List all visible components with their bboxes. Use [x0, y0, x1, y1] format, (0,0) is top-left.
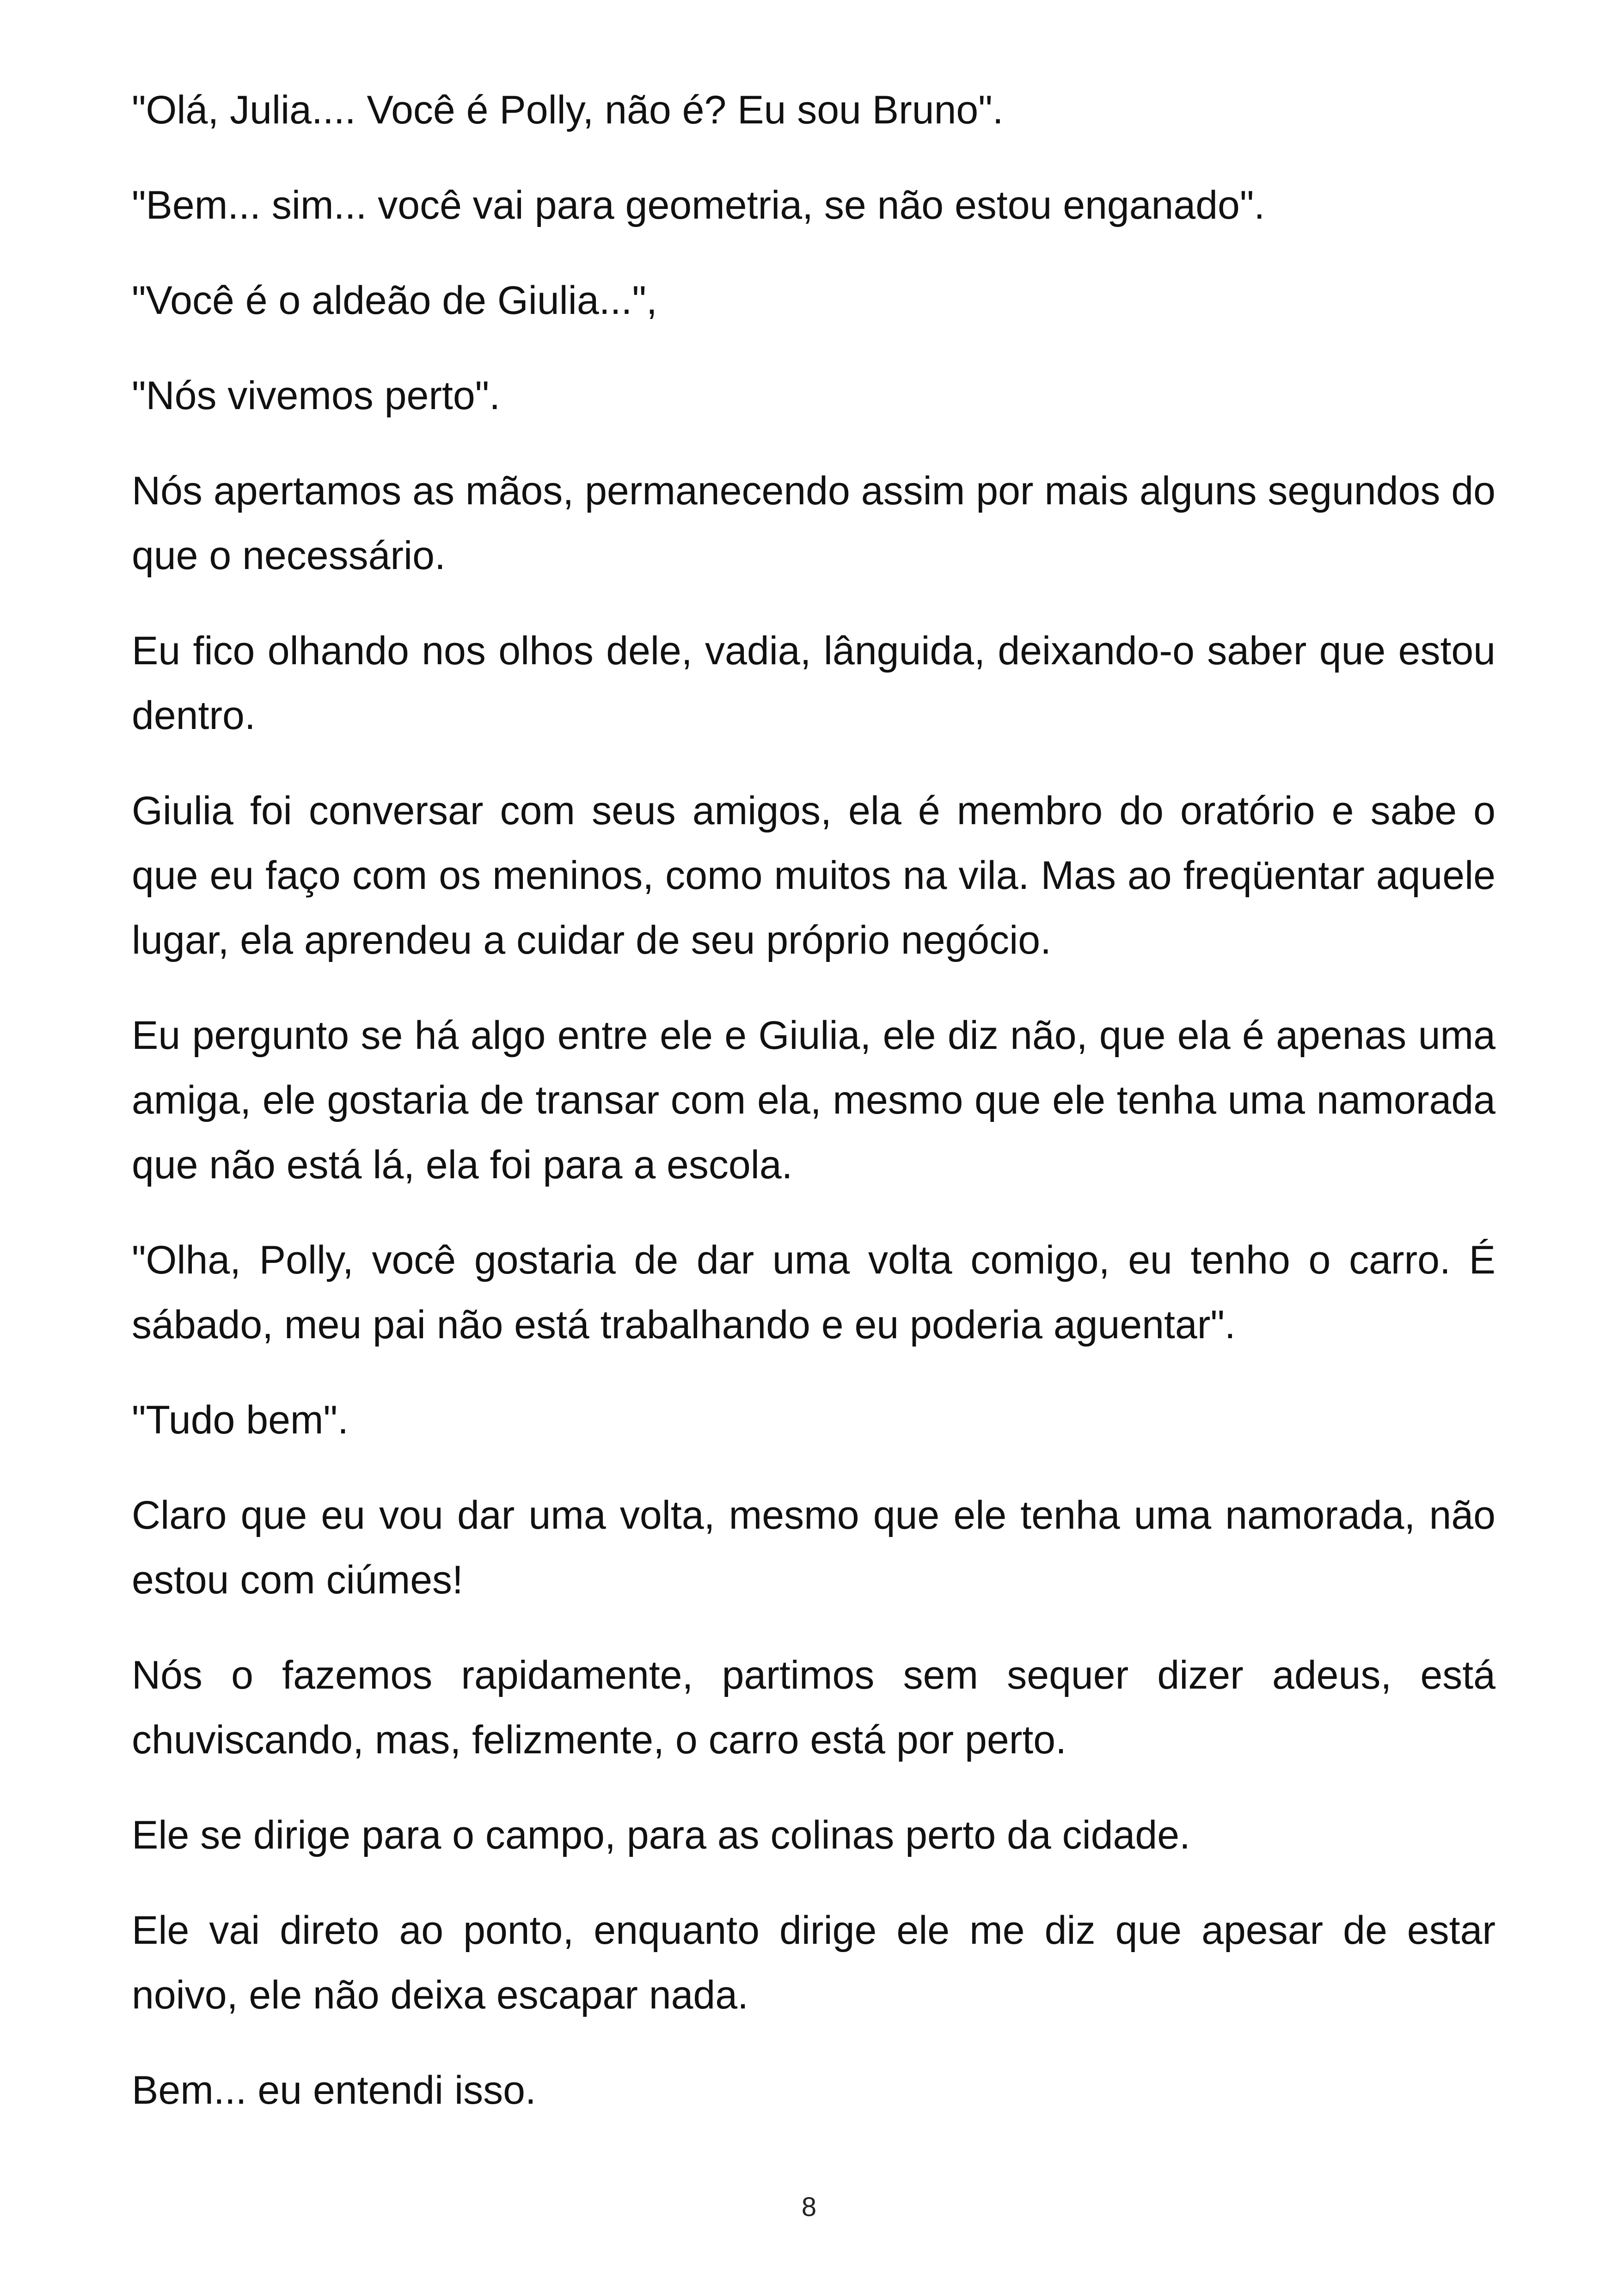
paragraph: "Olá, Julia.... Você é Polly, não é? Eu sou Bruno". — [132, 88, 1004, 132]
paragraph: Eu pergunto se há algo entre ele e Giulia, ele diz não, que ela é apenas uma amiga, ele gostaria de transar com ela, mesmo que ele tenha uma namorada que não está lá, ela foi para a escola. — [132, 1013, 1495, 1187]
paragraph: Bem... eu entendi isso. — [132, 2068, 536, 2112]
page-body — [132, 78, 1495, 2153]
paragraph: "Bem... sim... você vai para geometria, se não estou enganado". — [132, 183, 1265, 227]
paragraph: Claro que eu vou dar uma volta, mesmo que ele tenha uma namorada, não estou com ciúmes! — [132, 1493, 1495, 1602]
paragraph: Ele vai direto ao ponto, enquanto dirige ele me diz que apesar de estar noivo, ele não deixa escapar nada. — [132, 1908, 1495, 2017]
page-number: 8 — [801, 2192, 817, 2222]
paragraph: Eu fico olhando nos olhos dele, vadia, lânguida, deixando-o saber que estou dentro. — [132, 629, 1495, 738]
paragraph: Nós apertamos as mãos, permanecendo assim por mais alguns segundos do que o necessário. — [132, 469, 1495, 578]
paragraph: "Você é o aldeão de Giulia...", — [132, 278, 657, 323]
paragraph: Nós o fazemos rapidamente, partimos sem sequer dizer adeus, está chuviscando, mas, felizmente, o carro está por perto. — [132, 1653, 1495, 1762]
paragraph: Giulia foi conversar com seus amigos, ela é membro do oratório e sabe o que eu faço com os meninos, como muitos na vila. Mas ao freqüentar aquele lugar, ela aprendeu a cuidar de seu próprio negócio. — [132, 789, 1495, 962]
paragraph: Ele se dirige para o campo, para as colinas perto da cidade. — [132, 1813, 1190, 1857]
paragraph: "Nós vivemos perto". — [132, 373, 501, 418]
paragraph: "Tudo bem". — [132, 1398, 349, 1442]
paragraph: "Olha, Polly, você gostaria de dar uma volta comigo, eu tenho o carro. É sábado, meu pai não está trabalhando e eu poderia aguentar". — [132, 1238, 1495, 1347]
